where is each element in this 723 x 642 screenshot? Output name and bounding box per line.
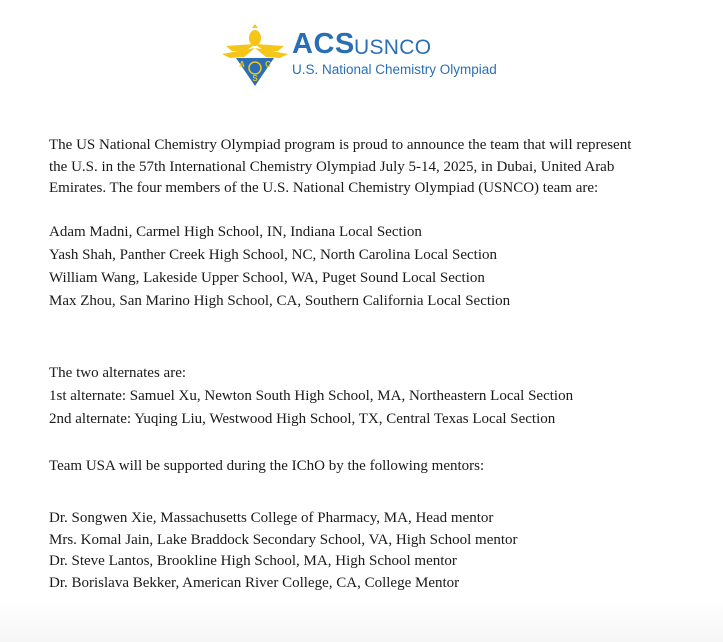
team-member: Adam Madni, Carmel High School, IN, Indiana Local Section [49, 224, 422, 240]
alternates-heading: The two alternates are: [49, 365, 187, 381]
mentors-heading-block [49, 455, 484, 478]
mentors-heading: Team USA will be supported during the IChO by the following mentors: [49, 458, 485, 474]
alternate-entry: 1st alternate: Samuel Xu, Newton South High School, MA, Northeastern Local Section [49, 388, 574, 404]
mentor-entry: Dr. Songwen Xie, Massachusetts College of Pharmacy, MA, Head mentor [49, 510, 494, 526]
team-list [49, 221, 510, 313]
team-member: Max Zhou, San Marino High School, CA, Southern California Local Section [49, 293, 511, 309]
intro-line: the U.S. in the 57th International Chemistry Olympiad July 5-14, 2025, in Dubai, United Arab [49, 158, 615, 175]
acs-usnco-logo [222, 24, 522, 88]
emblem-letter-s: S [252, 74, 258, 83]
mentor-entry: Dr. Borislava Bekker, American River College, CA, College Mentor [49, 574, 460, 591]
team-member: Yash Shah, Panther Creek High School, NC, North Carolina Local Section [49, 247, 498, 263]
intro-line: Emirates. The four members of the U.S. National Chemistry Olympiad (USNCO) team are: [49, 180, 599, 196]
mentor-entry: Mrs. Komal Jain, Lake Braddock Secondary School, VA, High School mentor [49, 531, 518, 548]
logo-acs-text: ACS [292, 28, 355, 60]
emblem-letter-c: C [265, 60, 271, 69]
logo-usnco-text: USNCO [354, 36, 432, 59]
acs-eagle-emblem-icon [222, 24, 288, 86]
alternate-entry: 2nd alternate: Yuqing Liu, Westwood High School, TX, Central Texas Local Section [49, 411, 556, 427]
page-bottom-shade [0, 598, 723, 642]
mentors-list [49, 508, 518, 594]
intro-paragraph [49, 135, 631, 200]
emblem-letter-a: A [239, 60, 245, 69]
alternates-section [49, 362, 573, 431]
team-member: William Wang, Lakeside Upper School, WA, Puget Sound Local Section [49, 270, 485, 286]
intro-line: The US National Chemistry Olympiad program is proud to announce the team that will represent [49, 137, 632, 153]
logo-subtitle: U.S. National Chemistry Olympiad [292, 62, 497, 77]
mentor-entry: Dr. Steve Lantos, Brookline High School, MA, High School mentor [49, 553, 457, 569]
